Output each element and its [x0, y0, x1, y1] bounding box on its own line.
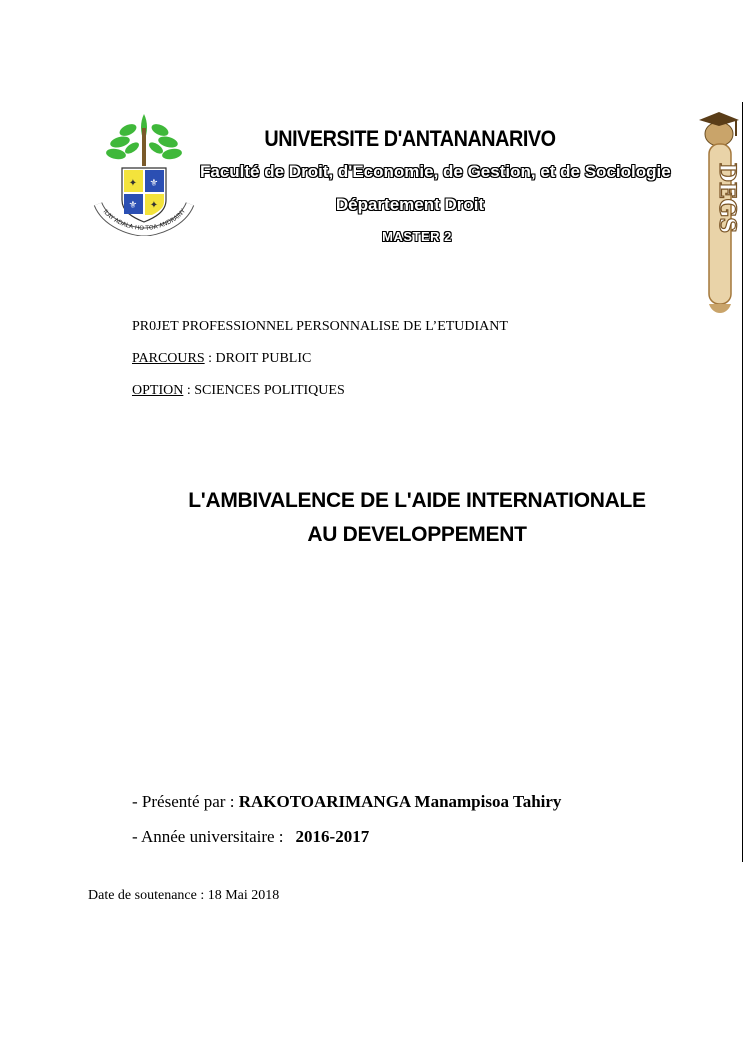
department-name: Département Droit	[335, 195, 485, 214]
svg-text:✦: ✦	[128, 178, 138, 189]
parcours-value: : DROIT PUBLIC	[204, 351, 312, 366]
svg-text:✦: ✦	[149, 200, 159, 211]
presented-by-label: - Présenté par :	[132, 792, 239, 811]
presented-by-line	[132, 792, 561, 812]
parcours-line	[132, 351, 311, 367]
option-line	[132, 383, 345, 399]
svg-text:⚜: ⚜	[128, 200, 138, 211]
option-label: OPTION	[132, 383, 184, 398]
academic-year-line	[132, 827, 369, 847]
defense-date: Date de soutenance : 18 Mai 2018	[88, 888, 280, 903]
parcours-label: PARCOURS	[132, 351, 205, 366]
level-label: MASTER 2	[382, 229, 452, 244]
project-type: PR0JET PROFESSIONNEL PERSONNALISE DE L’ETUDIANT	[132, 319, 508, 334]
svg-text:⚜: ⚜	[149, 178, 159, 189]
thesis-title-line2: AU DEVELOPPEMENT	[307, 523, 527, 546]
presenter-name: RAKOTOARIMANGA Manampisoa Tahiry	[238, 792, 562, 811]
academic-year-value: 2016-2017	[295, 827, 370, 846]
logo-motto: ILAY ADALA HO TOA ANDRAINY	[101, 207, 187, 233]
thesis-title-line1: L'AMBIVALENCE DE L'AIDE INTERNATIONALE	[188, 489, 646, 512]
right-border-line	[742, 102, 743, 862]
academic-year-label: - Année universitaire :	[132, 827, 284, 846]
university-name: UNIVERSITE D'ANTANANARIVO	[264, 126, 556, 151]
degs-logo	[695, 108, 745, 324]
faculty-name: Faculté de Droit, d'Economie, de Gestion, et de Sociologie	[200, 162, 671, 181]
option-value: : SCIENCES POLITIQUES	[183, 383, 345, 398]
degs-letters: DEGS	[714, 162, 740, 234]
